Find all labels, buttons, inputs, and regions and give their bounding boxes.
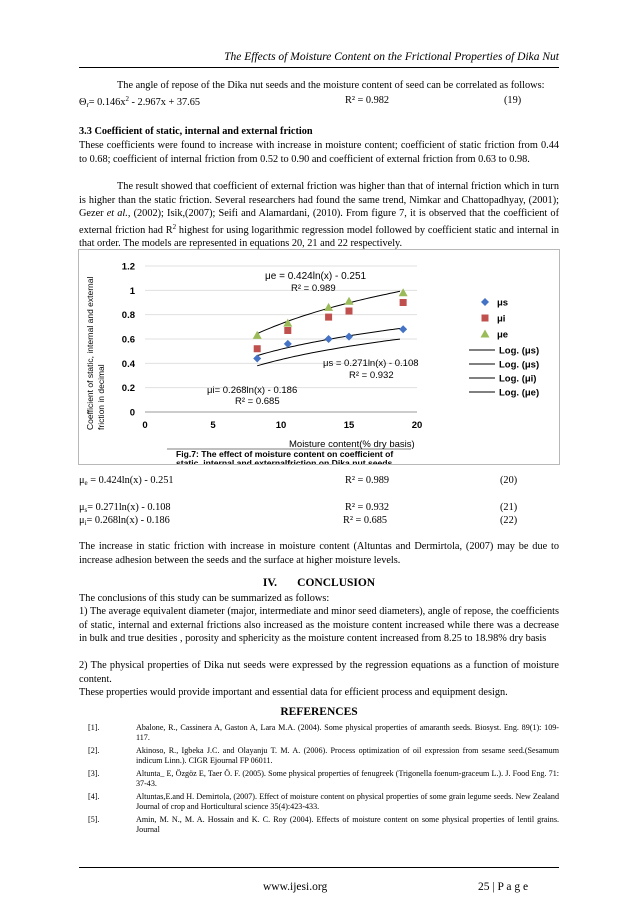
annotation-mue-eq: μe = 0.424ln(x) - 0.251 [265, 271, 367, 282]
section-3-3-para1: These coefficients were found to increase with increase in moisture content; coefficient of static friction from 0.44 to 0.68; coefficient of internal friction from 0.52 to 0.90 and coefficient of external friction from 0.63 to 0.98. [79, 140, 559, 165]
legend-marker [481, 330, 490, 338]
eq21-number: (21) [500, 502, 518, 513]
chart-xlabel: Moisture content(% dry basis) [289, 439, 415, 450]
x-tick-label: 20 [411, 420, 423, 431]
equation-19 [79, 95, 559, 109]
data-point-diamond [253, 354, 261, 362]
chart-ylabel-line2: friction in decimal [96, 364, 106, 430]
annotation-mus-eq: μs = 0.271ln(x) - 0.108 [323, 358, 419, 369]
data-point-triangle [345, 297, 354, 305]
legend-trend-label: Log. (μs) [499, 345, 540, 357]
chart-x-ticks [142, 420, 422, 431]
equation-20: $\mu_e = 0.424\ln(x) - 0.251$ R² = 0.989 (20) [79, 475, 518, 487]
chart-trendlines [257, 291, 400, 366]
chart-ylabel [85, 276, 106, 430]
reference-text: Altuntas,E.and H. Demirtola, (2007). Effect of moisture content on physical properties of some grain legume seeds. New Zealand Journal of crop and Horticultural science 35(4):423-433. [136, 792, 559, 812]
conclusion-point-1: 1) The average equivalent diameter (major, intermediate and minor seed diameters), angle of repose, the coefficients of static, internal and external frictions also increased as the moisture content increased while there was a decrease in bulk and true desities , porosity and sphericity as the moisture content increased from 8.25 to 18.98% dry basis [79, 606, 559, 645]
eq19-lhs: $\Theta_r= 0.146x^2 - 2.967x + 37.65$ [79, 95, 201, 109]
conclusion-intro: The conclusions of this study can be summarized as follows: [79, 593, 330, 604]
chart-y-ticks [122, 262, 136, 419]
conclusion-point-2: 2) The physical properties of Dika nut seeds were expressed by the regression equations as a function of moisture content. [79, 660, 559, 685]
y-tick-label: 0.4 [121, 358, 135, 370]
reference-text: Altunta_ E, Özgöz E, Taer Ö. F. (2005). Some physical properties of fenugreek (Trigonella foenum-graceum L.). J. Food Eng. 71: 37-43. [136, 769, 559, 789]
figure-7-chart [79, 250, 559, 464]
running-header: The Effects of Moisture Content on the Frictional Properties of Dika Nut [224, 51, 559, 63]
conclusion-heading: IV. CONCLUSION [262, 577, 376, 589]
header-rule [79, 67, 559, 68]
eq20-number: (20) [500, 475, 518, 486]
legend-label: μe [497, 329, 509, 341]
eq21-r2: R² = 0.932 [345, 502, 390, 513]
intro-paragraph: The angle of repose of the Dika nut seeds and the moisture content of seed can be correlated as follows: [117, 80, 545, 91]
data-point-square [284, 327, 291, 334]
data-point-diamond [399, 325, 407, 333]
data-point-square [400, 299, 407, 306]
reference-text: Amin, M. N., M. A. Hossain and K. C. Roy (2004). Effects of moisture content on some physical properties of lentil grains. Journal [136, 815, 559, 835]
reference-text: Akinoso, R., Igbeka J.C. and Olayanju T. M. A. (2006). Process optimization of oil expression from sesame seed.(Sesamum indicum Linn.). CIGR Ejournal FP 06011. [136, 746, 559, 766]
x-tick-label: 5 [210, 420, 216, 431]
legend-trend-label: Log. (μs) [499, 359, 540, 371]
footer-url[interactable]: www.ijesi.org [263, 881, 328, 893]
figure-7 [78, 249, 560, 465]
legend-marker [481, 298, 489, 306]
data-point-square [325, 314, 332, 321]
eq19-number: (19) [504, 95, 522, 106]
y-tick-label: 0.2 [121, 383, 135, 395]
data-point-square [254, 345, 261, 352]
legend-marker [482, 315, 489, 322]
annotation-mue-r2: R² = 0.989 [291, 283, 336, 294]
footer-page-number: 25 | P a g e [478, 881, 529, 893]
annotation-mus-r2: R² = 0.932 [349, 370, 394, 381]
reference-number: [1]. [88, 723, 100, 732]
y-tick-label: 0 [129, 407, 135, 419]
equation-21: $\mu_s= 0.271\ln(x) - 0.108$ R² = 0.932 (21) [79, 502, 518, 514]
annotation-mui-eq: μi= 0.268ln(x) - 0.186 [207, 385, 298, 396]
chart-caption-line2: static, internal and externalfriction on Dika nut seeds [176, 458, 393, 464]
data-point-square [346, 308, 353, 315]
eq19-r2: R² = 0.982 [345, 95, 390, 106]
reference-text: Abalone, R., Cassinera A, Gaston A, Lara M.A. (2004). Some physical properties of amaranth seeds. Biosyst. Eng. 89(1): 109-117. [136, 723, 559, 743]
section-3-3-para2: The result showed that coefficient of external friction was higher than that of internal friction which in turn is higher than the static friction. Several researchers had found the same trend, Nimkar and Chattopadhyay, (2001); Gezer et al., (2002); Isik,(2007); Seifi and Alamardani, (2010). From figure 7, it is observed that the coefficient of external friction had $R^2$ highest for using logarithmic regression model followed by coefficient static and internal in that order. The models are represented in equations 20, 21 and 22 respectively. [79, 181, 560, 250]
chart-ylabel-line1: Coefficient of static, internal and external [85, 276, 95, 430]
chart-legend [469, 298, 539, 399]
legend-label: μs [497, 297, 509, 309]
y-tick-label: 1.2 [121, 261, 135, 273]
legend-trend-label: Log. (μi) [499, 373, 537, 385]
conclusion-closing: These properties would provide important and essential data for efficient process and equipment design. [79, 687, 508, 698]
y-tick-label: 0.8 [121, 310, 135, 322]
references-heading: REFERENCES [280, 706, 358, 718]
section-heading-3-3: 3.3 Coefficient of static, internal and external friction [79, 126, 313, 137]
y-tick-label: 0.6 [121, 334, 135, 346]
annotation-mui-r2: R² = 0.685 [235, 396, 280, 407]
trendline [257, 291, 400, 333]
eq22-r2: R² = 0.685 [343, 515, 388, 526]
data-point-diamond [325, 335, 333, 343]
footer-rule [79, 867, 559, 868]
reference-number: [4]. [88, 792, 100, 801]
y-tick-label: 1 [129, 285, 135, 297]
x-tick-label: 0 [142, 420, 148, 431]
eq22-number: (22) [500, 515, 518, 526]
legend-label: μi [497, 313, 506, 325]
reference-number: [5]. [88, 815, 100, 824]
chart-caption-line1: Fig.7: The effect of moisture content on coefficient of [176, 449, 394, 459]
x-tick-label: 15 [343, 420, 355, 431]
reference-number: [3]. [88, 769, 100, 778]
legend-trend-label: Log. (μe) [499, 387, 540, 399]
static-friction-paragraph: The increase in static friction with increase in moisture content (Altuntas and Dermirtola, (2007) may be due to increase adhesion between the seeds and the surface at higher moisture levels. [79, 541, 559, 566]
equation-22: $\mu_i= 0.268\ln(x) - 0.186$ R² = 0.685 (22) [79, 515, 518, 527]
reference-number: [2]. [88, 746, 100, 755]
eq20-r2: R² = 0.989 [345, 475, 390, 486]
x-tick-label: 10 [275, 420, 287, 431]
data-point-triangle [399, 288, 408, 296]
